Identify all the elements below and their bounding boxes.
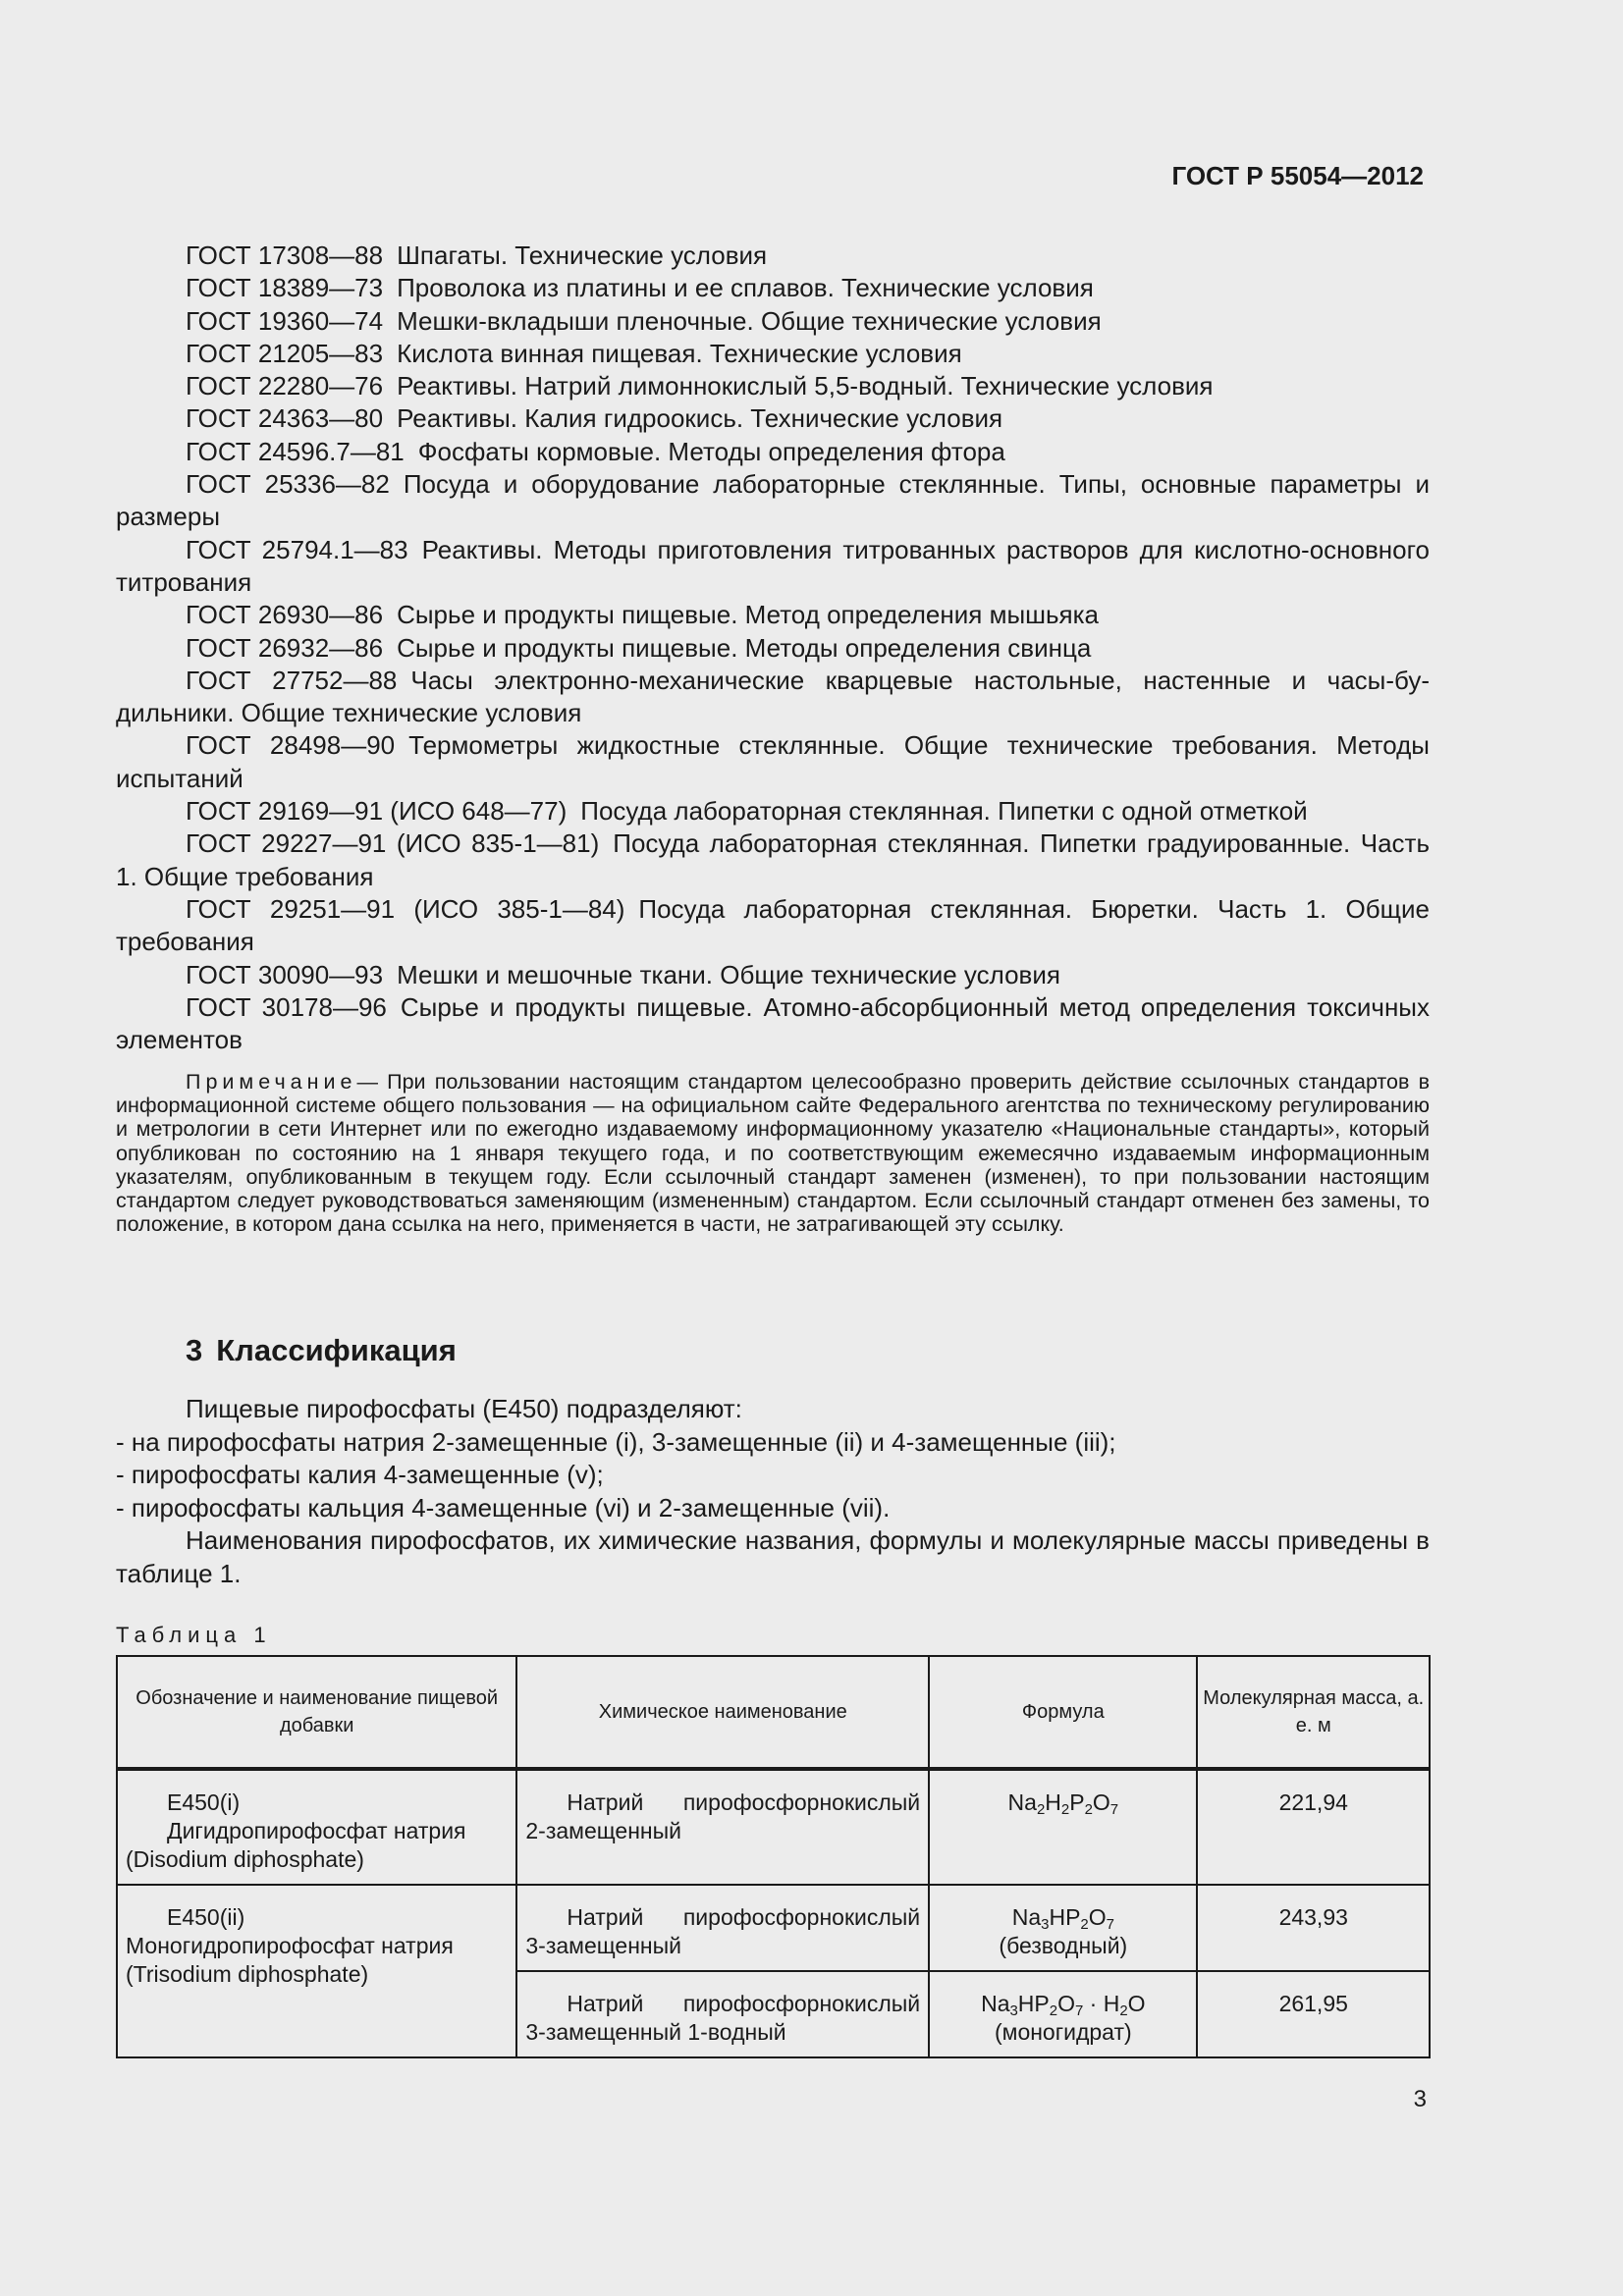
additives-table — [116, 1655, 1431, 2058]
reference-title: Мешки-вкладыши пленочные. Общие технические условия — [397, 305, 1102, 336]
classification-item: - пирофосфаты кальция 4-замещенные (vi) и 2-замещенные (vii). — [116, 1492, 891, 1522]
reference-title: Шпагаты. Технические условия — [397, 240, 768, 270]
note-text: — При пользовании настоящим стандартом целесообразно проверить действие ссылочных стандартов в информационной системе общего пользования — на официальном сайте Федерального агентства по техническому регулированию и метрологии в сети Интернет или по ежегодно издаваемому информационному указателю «Национальные стандарты», который опубликован по состоянию на 1 января текущего года, и по соответствующим ежемесячно издаваемым информационным указателям, опубликованным в текущем году. Если ссылочный стандарт заменен (изменен), то при пользовании настоящим стандартом следует руководствоваться заменяющим (измененным) стандартом. Если ссылочный стандарт отменен без замены, то положение, в котором дана ссылка на него, применяется в части, не затрагивающей эту ссылку. — [116, 1070, 1430, 1237]
reference-code: ГОСТ 22280—76 — [186, 371, 384, 401]
chemical-name-line1: Натрий пирофосфорнокислый — [567, 1904, 921, 1930]
reference-title: Реактивы. Калия гидроокись. Технические условия — [397, 403, 1003, 434]
chemical-name-line1: Натрий пирофосфорнокислый — [567, 1991, 921, 2016]
chemical-name-line2: 3-замещенный 1-водный — [525, 2019, 786, 2045]
reference-entry — [116, 436, 1430, 468]
reference-entry — [116, 272, 1430, 304]
formula-cell — [929, 1885, 1197, 1971]
reference-entry — [116, 305, 1430, 338]
formula: $Na_2H_2P_2O_7$ — [1007, 1789, 1119, 1818]
table-header-cell: Обозначение и наименование пищевой добавки — [117, 1656, 516, 1769]
additive-name-en: (Disodium diphosphate) — [126, 1846, 364, 1872]
table-header-cell: Формула — [929, 1656, 1197, 1769]
reference-code: ГОСТ 19360—74 — [186, 305, 384, 336]
additive-name: Дигидропирофосфат натрия — [167, 1818, 466, 1843]
chemical-name-cell — [516, 1885, 929, 1971]
reference-code: ГОСТ 27752—88 — [186, 665, 398, 695]
table-header-row — [117, 1656, 1430, 1769]
note-label: Примечание — [186, 1070, 357, 1094]
reference-entry — [116, 370, 1430, 402]
reference-entry — [116, 468, 1430, 534]
chemical-name-line2: 2-замещенный — [525, 1818, 682, 1843]
reference-code: ГОСТ 24596.7—81 — [186, 436, 405, 466]
reference-title: Реактивы. Натрий лимоннокислый 5,5-водный. Технические условия — [397, 371, 1214, 401]
reference-title: Мешки и мешочные ткани. Общие технические условия — [397, 959, 1060, 989]
reference-entry — [116, 338, 1430, 370]
reference-entry — [116, 828, 1430, 893]
reference-code: ГОСТ 26930—86 — [186, 600, 384, 630]
reference-entry — [116, 240, 1430, 272]
additive-name: Моногидропирофосфат натрия — [126, 1933, 454, 1958]
reference-entry — [116, 534, 1430, 600]
reference-entry — [116, 893, 1430, 959]
additive-code: E450(i) — [167, 1789, 241, 1815]
formula-cell — [929, 1971, 1197, 2057]
reference-entry — [116, 665, 1430, 730]
reference-title: Термометры жидкостные стеклянные. Общие технические требования. Методы испытаний — [116, 730, 1430, 793]
reference-title: Реактивы. Методы приготовления титрованных растворов для кислотно-основного титрования — [116, 534, 1430, 597]
table-header-cell: Молекулярная масса, а. е. м — [1197, 1656, 1430, 1769]
table-caption: Таблица 1 — [116, 1623, 272, 1647]
additive-name-cell — [117, 1769, 516, 1885]
chemical-name-line1: Натрий пирофосфорнокислый — [567, 1789, 921, 1815]
reference-entry — [116, 599, 1430, 631]
normative-references-list — [116, 240, 1430, 1056]
reference-title: Посуда лабораторная стеклянная. Пипетки градуированные. Часть 1. Общие требования — [116, 828, 1430, 891]
reference-entry — [116, 959, 1430, 991]
formula-note: (безводный) — [999, 1933, 1128, 1958]
additive-code: E450(ii) — [167, 1904, 245, 1930]
note-paragraph — [116, 1070, 1430, 1236]
reference-code: ГОСТ 21205—83 — [186, 338, 384, 368]
table-row — [117, 1885, 1430, 1971]
classification-body — [116, 1393, 1430, 1590]
reference-title: Часы электронно-механические кварцевые настольные, настенные и часы-будильники. Общие технические условия — [116, 665, 1430, 728]
chemical-name-cell — [516, 1971, 929, 2057]
reference-code: ГОСТ 29169—91 (ИСО 648—77) — [186, 796, 568, 827]
molecular-mass-cell: 243,93 — [1197, 1885, 1430, 1971]
classification-closing: Наименования пирофосфатов, их химические названия, формулы и молекулярные массы приведены в таблице 1. — [116, 1525, 1430, 1588]
reference-title: Посуда и оборудование лабораторные стеклянные. Типы, основные параметры и размеры — [116, 469, 1430, 532]
table-header-cell: Химическое наименование — [516, 1656, 929, 1769]
additive-name-en: (Trisodium diphosphate) — [126, 1961, 369, 1987]
reference-title: Проволока из платины и ее сплавов. Технические условия — [397, 273, 1094, 303]
chemical-name-cell — [516, 1769, 929, 1885]
document-code: ГОСТ Р 55054—2012 — [1171, 161, 1424, 190]
reference-code: ГОСТ 25794.1—83 — [186, 534, 408, 564]
table-row — [117, 1769, 1430, 1885]
section-heading — [186, 1333, 457, 1368]
reference-entry — [116, 991, 1430, 1057]
reference-title: Сырье и продукты пищевые. Атомно-абсорбционный метод определения токсичных элементов — [116, 991, 1430, 1055]
classification-item: - пирофосфаты калия 4-замещенные (v); — [116, 1460, 604, 1489]
reference-title: Кислота винная пищевая. Технические условия — [397, 338, 962, 368]
reference-entry — [116, 795, 1430, 828]
reference-entry — [116, 729, 1430, 795]
formula-note: (моногидрат) — [994, 2019, 1132, 2045]
additive-name-cell — [117, 1885, 516, 2057]
reference-code: ГОСТ 29227—91 (ИСО 835-1—81) — [186, 828, 600, 859]
classification-lead: Пищевые пирофосфаты (Е450) подразделяют: — [186, 1394, 742, 1423]
reference-code: ГОСТ 17308—88 — [186, 240, 384, 270]
reference-code: ГОСТ 24363—80 — [186, 403, 384, 434]
molecular-mass-cell: 261,95 — [1197, 1971, 1430, 2057]
section-title: Классификация — [216, 1333, 457, 1367]
reference-title: Фосфаты кормовые. Методы определения фтора — [417, 436, 1005, 466]
reference-code: ГОСТ 26932—86 — [186, 632, 384, 663]
formula-cell — [929, 1769, 1197, 1885]
reference-title: Сырье и продукты пищевые. Метод определения мышьяка — [397, 600, 1100, 630]
reference-code: ГОСТ 30178—96 — [186, 991, 387, 1022]
reference-code: ГОСТ 29251—91 (ИСО 385-1—84) — [186, 893, 625, 924]
molecular-mass-cell: 221,94 — [1197, 1769, 1430, 1885]
reference-title: Сырье и продукты пищевые. Методы определения свинца — [397, 632, 1092, 663]
section-number: 3 — [186, 1333, 203, 1367]
formula: $Na_3HP_2O_7 \cdot H_2O$ — [981, 1991, 1146, 2019]
reference-entry — [116, 632, 1430, 665]
reference-title: Посуда лабораторная стеклянная. Бюретки. Часть 1. Общие требования — [116, 893, 1430, 957]
reference-code: ГОСТ 25336—82 — [186, 469, 390, 500]
classification-item: - на пирофосфаты натрия 2-замещенные (i), 3-замещенные (ii) и 4-замещенные (iii); — [116, 1426, 1116, 1457]
chemical-name-line2: 3-замещенный — [525, 1933, 682, 1958]
reference-code: ГОСТ 28498—90 — [186, 730, 396, 761]
reference-code: ГОСТ 30090—93 — [186, 959, 384, 989]
formula: $Na_3HP_2O_7$ — [1011, 1904, 1114, 1933]
reference-code: ГОСТ 18389—73 — [186, 273, 384, 303]
reference-title: Посуда лабораторная стеклянная. Пипетки с одной отметкой — [580, 796, 1308, 827]
reference-entry — [116, 402, 1430, 435]
page-number: 3 — [1413, 2086, 1427, 2112]
